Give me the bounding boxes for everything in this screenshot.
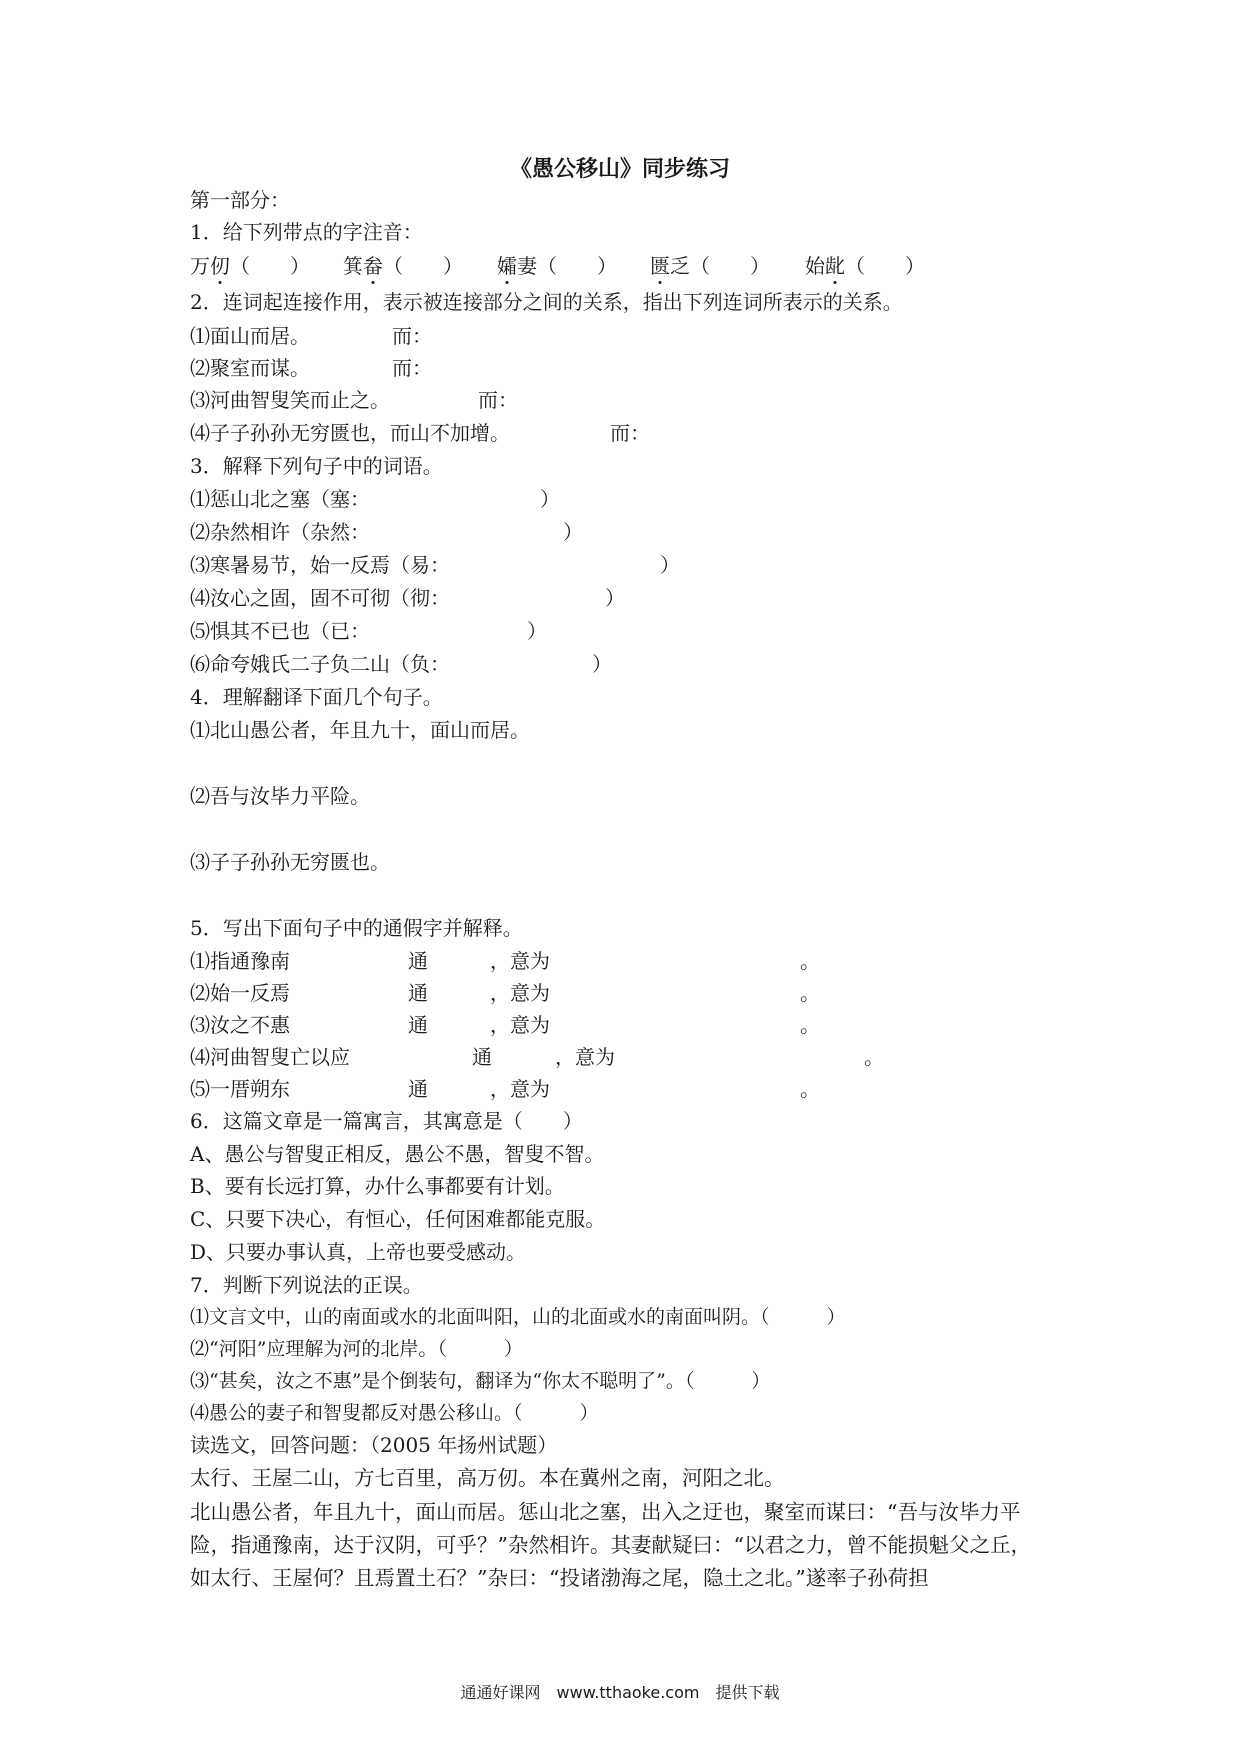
q2-answer: 而： xyxy=(392,356,432,380)
q1-item: 箕畚（ ） xyxy=(343,254,463,278)
reading-paragraph-2: 北山愚公者，年且九十，面山而居。惩山北之塞，出入之迂也，聚室而谋曰：“吾与汝毕力平险，指通豫南，达于汉阴，可乎？”杂然相许。其妻献疑曰：“以君之力，曾不能损魁父之丘，如太行、王屋何？且焉置土石？”杂曰：“投诸渤海之尾，隐土之北。”遂率子孙荷担 xyxy=(190,1500,1031,1590)
q3-item: ⑶寒暑易节，始一反焉（易： xyxy=(190,553,450,577)
q6-option-d: D、只要办事认真，上帝也要受感动。 xyxy=(190,1240,527,1264)
q5-end: 。 xyxy=(800,1013,820,1037)
q3-close: ） xyxy=(563,520,583,544)
q5-end: 。 xyxy=(800,949,820,973)
q3-close: ） xyxy=(540,487,560,511)
q4-item: ⑵吾与汝毕力平险。 xyxy=(190,784,370,808)
part-heading: 第一部分： xyxy=(190,188,290,212)
q3-item: ⑸惧其不已也（已： xyxy=(190,619,370,643)
dotted-char: 畚 xyxy=(363,254,383,278)
dotted-char: 匮 xyxy=(650,254,670,278)
reading-label: 读选文，回答问题：（2005 年扬州试题） xyxy=(190,1433,558,1457)
q5-end: 。 xyxy=(800,981,820,1005)
dotted-char: 孀 xyxy=(497,254,517,278)
q7-label: 7．判断下列说法的正误。 xyxy=(190,1273,423,1297)
q5-item: ⑸一厝朔东 xyxy=(190,1077,290,1101)
q3-item: ⑴惩山北之塞（塞： xyxy=(190,487,370,511)
q2-label: 2．连词起连接作用，表示被连接部分之间的关系，指出下列连词所表示的关系。 xyxy=(190,290,903,314)
q5-tong: 通 xyxy=(472,1045,492,1069)
q2-item: ⑵聚室而谋。 xyxy=(190,356,310,380)
q1-item: 孀妻（ ） xyxy=(497,254,617,278)
q2-answer: 而： xyxy=(392,324,432,348)
q6-option-c: C、只要下决心，有恒心，任何困难都能克服。 xyxy=(190,1207,606,1231)
q1-item: 万仞（ ） xyxy=(190,254,310,278)
q4-label: 4．理解翻译下面几个句子。 xyxy=(190,685,443,709)
page-title: 《愚公移山》同步练习 xyxy=(509,157,730,182)
dotted-char: 龀 xyxy=(825,254,845,278)
q5-tong: 通 xyxy=(408,981,428,1005)
page-footer: 通通好课网 www.tthaoke.com 提供下载 xyxy=(460,1683,780,1702)
q3-close: ） xyxy=(527,619,547,643)
q5-item: ⑴指通豫南 xyxy=(190,949,290,973)
reading-paragraph-1: 太行、王屋二山，方七百里，高万仞。本在冀州之南，河阳之北。 xyxy=(190,1466,785,1490)
q6-label: 6．这篇文章是一篇寓言，其寓意是（ ） xyxy=(190,1109,583,1133)
q5-tong: 通 xyxy=(408,1013,428,1037)
q5-item: ⑵始一反焉 xyxy=(190,981,290,1005)
q5-yiwei: ，意为 xyxy=(490,981,550,1005)
q3-item: ⑵杂然相许（杂然： xyxy=(190,520,370,544)
q2-item: ⑴面山而居。 xyxy=(190,324,310,348)
q1-item: 始龀（ ） xyxy=(805,254,925,278)
q5-yiwei: ，意为 xyxy=(490,1077,550,1101)
q1-label: 1．给下列带点的字注音： xyxy=(190,220,423,244)
q2-item: ⑷子子孙孙无穷匮也，而山不加增。 xyxy=(190,421,510,445)
q5-end: 。 xyxy=(800,1077,820,1101)
q5-item: ⑶汝之不惠 xyxy=(190,1013,290,1037)
q5-end: 。 xyxy=(864,1045,884,1069)
q4-item: ⑶子子孙孙无穷匮也。 xyxy=(190,850,390,874)
q5-yiwei: ，意为 xyxy=(490,1013,550,1037)
q4-item: ⑴北山愚公者，年且九十，面山而居。 xyxy=(190,718,530,742)
q3-close: ） xyxy=(605,586,625,610)
q7-item: ⑵“河阳”应理解为河的北岸。（ ） xyxy=(190,1338,523,1360)
q7-item: ⑴文言文中，山的南面或水的北面叫阳，山的北面或水的南面叫阴。（ ） xyxy=(190,1306,846,1328)
q2-item: ⑶河曲智叟笑而止之。 xyxy=(190,388,390,412)
q2-answer: 而： xyxy=(610,421,650,445)
q6-option-a: A、愚公与智叟正相反，愚公不愚，智叟不智。 xyxy=(190,1142,605,1166)
q5-yiwei: ，意为 xyxy=(555,1045,615,1069)
q3-close: ） xyxy=(592,652,612,676)
q7-item: ⑶“甚矣，汝之不惠”是个倒装句，翻译为“你太不聪明了”。（ ） xyxy=(190,1370,771,1392)
q5-label: 5．写出下面句子中的通假字并解释。 xyxy=(190,916,523,940)
q3-item: ⑹命夸娥氏二子负二山（负： xyxy=(190,652,450,676)
dotted-char: 仞 xyxy=(210,254,230,278)
q3-label: 3．解释下列句子中的词语。 xyxy=(190,454,443,478)
q7-item: ⑷愚公的妻子和智叟都反对愚公移山。（ ） xyxy=(190,1402,599,1424)
q3-close: ） xyxy=(660,553,680,577)
q6-option-b: B、要有长远打算，办什么事都要有计划。 xyxy=(190,1174,565,1198)
q5-yiwei: ，意为 xyxy=(490,949,550,973)
q5-tong: 通 xyxy=(408,949,428,973)
q2-answer: 而： xyxy=(478,388,518,412)
q1-item: 匮乏（ ） xyxy=(650,254,770,278)
q3-item: ⑷汝心之固，固不可彻（彻： xyxy=(190,586,450,610)
q5-item: ⑷河曲智叟亡以应 xyxy=(190,1045,350,1069)
q5-tong: 通 xyxy=(408,1077,428,1101)
